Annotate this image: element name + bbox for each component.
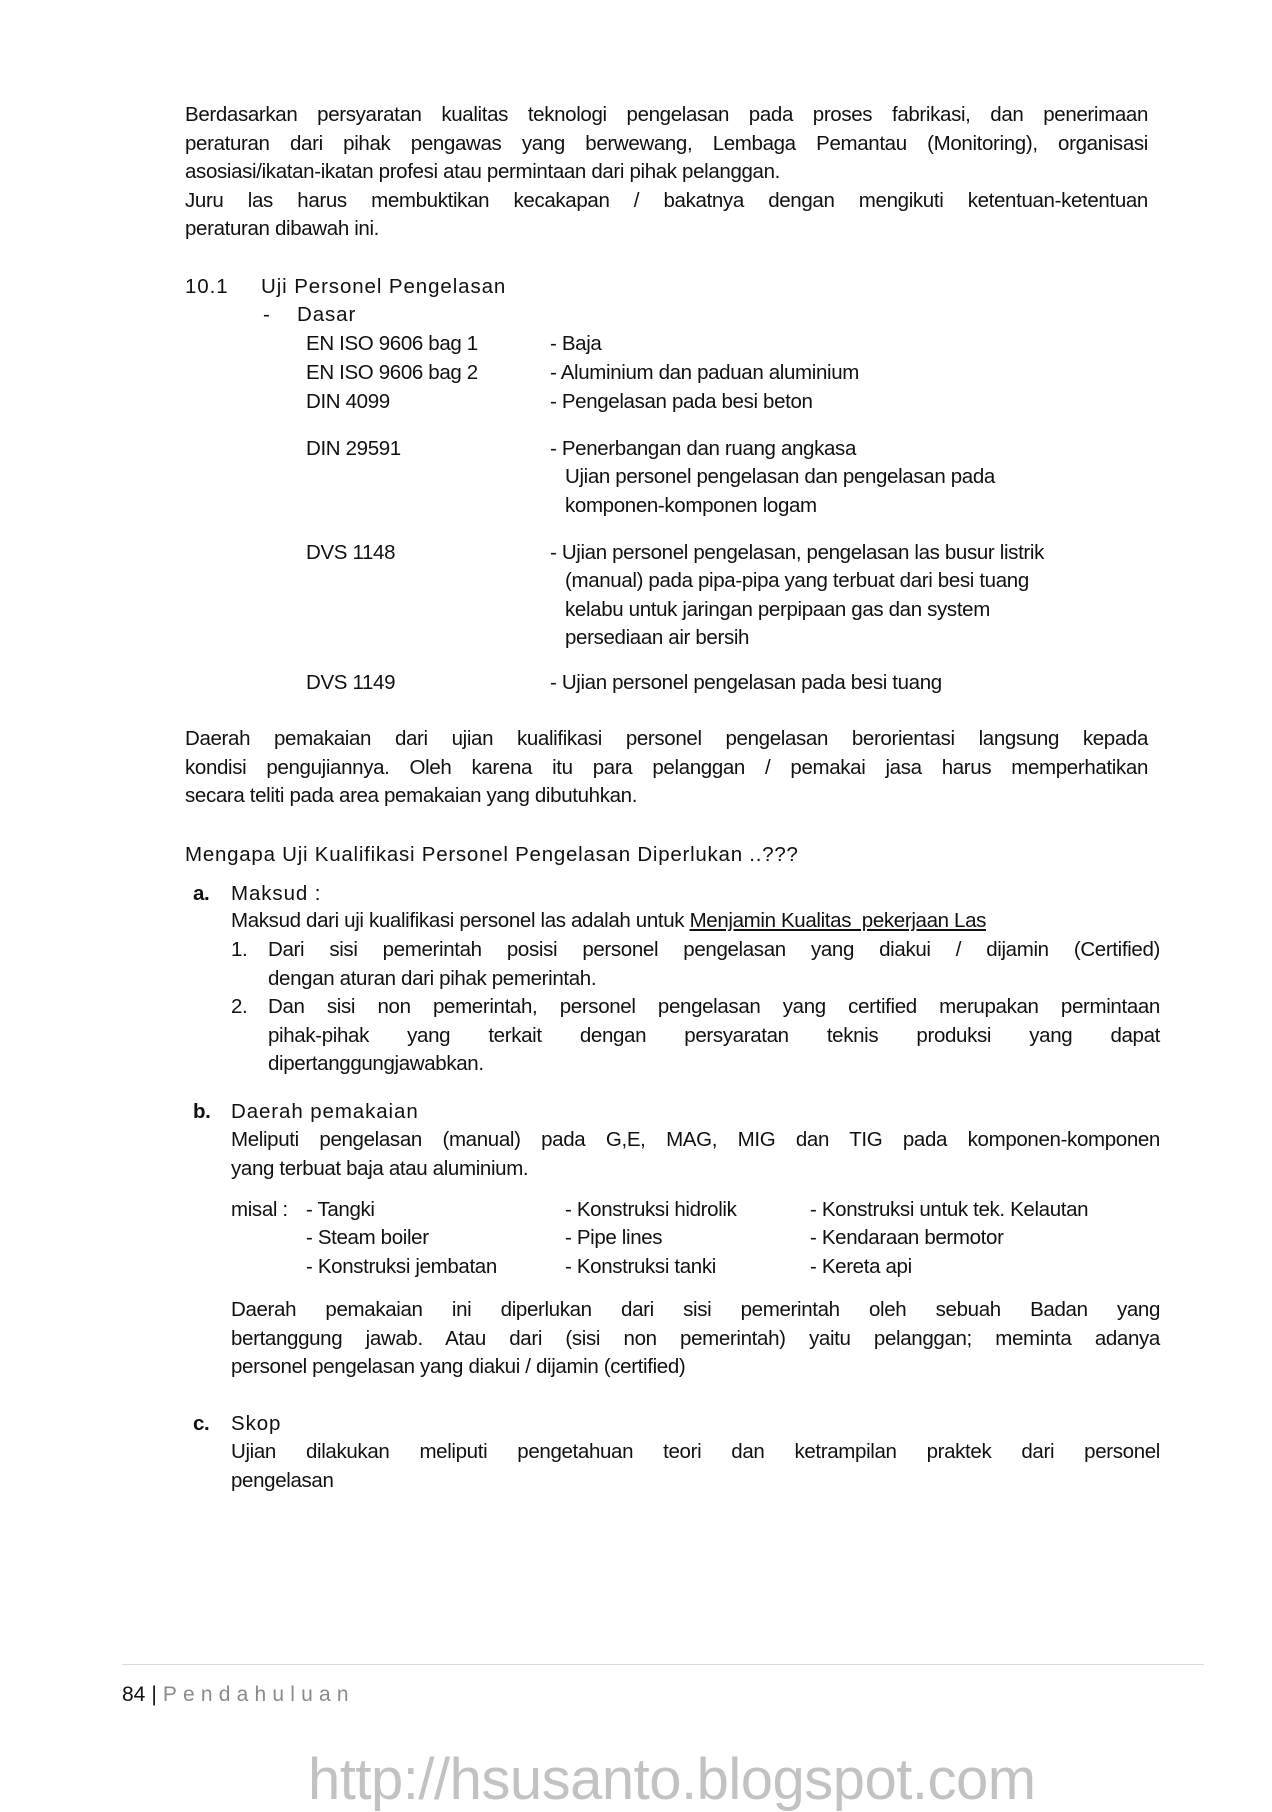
standard-desc: - Aluminium dan paduan aluminium (550, 361, 860, 384)
section-title: Uji Personel Pengelasan (261, 275, 507, 298)
standard-desc: kelabu untuk jaringan perpipaan gas dan system (565, 598, 990, 621)
item-b-marker: b. (193, 1100, 211, 1123)
footer-section-name: Pendahuluan (162, 1683, 355, 1706)
item-c-line: pengelasan (231, 1468, 334, 1492)
intro-line: Juru las harus membuktikan kecakapan / bakatnya dengan mengikuti ketentuan-ketentuan (185, 188, 1148, 212)
standard-code: DIN 29591 (306, 437, 401, 460)
area-line: Daerah pemakaian dari ujian kualifikasi personel pengelasan berorientasi langsung kepada (185, 727, 1148, 750)
item-a-marker: a. (193, 882, 210, 905)
item-c-text (231, 1438, 1160, 1495)
watermark-url: http://hsusanto.blogspot.com (308, 1747, 1036, 1812)
section-number: 10.1 (185, 275, 229, 298)
item-a-title: Maksud : (231, 882, 322, 905)
note-line: bertanggung jawab. Atau dari (sisi non pemerintah) yaitu pelanggan; meminta adanya (231, 1326, 1160, 1350)
point-number: 1. (231, 938, 248, 961)
point-line: dipertanggungjawabkan. (268, 1052, 484, 1075)
standard-code: DIN 4099 (306, 390, 390, 413)
point-line: pihak-pihak yang terkait dengan persyaratan teknis produksi yang dapat (268, 1023, 1160, 1047)
standard-desc: (manual) pada pipa-pipa yang terbuat dari besi tuang (565, 569, 1029, 592)
page-number: 84 (122, 1683, 146, 1706)
standard-code: DVS 1148 (306, 541, 396, 564)
standard-desc: - Penerbangan dan ruang angkasa (550, 437, 857, 460)
standard-desc: - Ujian personel pengelasan pada besi tuang (550, 671, 942, 694)
area-line: secara teliti pada area pemakaian yang dibutuhkan. (185, 784, 638, 807)
standard-desc: komponen-komponen logam (565, 494, 817, 517)
item-a-intro (231, 907, 986, 936)
item-c-title: Skop (231, 1412, 282, 1435)
sub-title: Dasar (297, 303, 357, 326)
point-line: dengan aturan dari pihak pemerintah. (268, 966, 597, 990)
example-item: - Kendaraan bermotor (810, 1226, 1004, 1249)
point-line: Dari sisi pemerintah posisi personel pengelasan yang diakui / dijamin (Certified) (268, 938, 1160, 961)
item-b-text (231, 1126, 1160, 1183)
standard-desc: - Baja (550, 332, 602, 355)
example-item: - Pipe lines (565, 1226, 663, 1249)
intro-line: peraturan dibawah ini. (185, 217, 380, 240)
point-line: Dan sisi non pemerintah, personel pengelasan yang certified merupakan permintaan (268, 995, 1160, 1018)
example-item: - Konstruksi tanki (565, 1255, 716, 1278)
item-b-line: yang terbuat baja atau aluminium. (231, 1156, 529, 1180)
example-item: - Konstruksi untuk tek. Kelautan (810, 1198, 1089, 1221)
point-text (268, 993, 1160, 1079)
why-heading: Mengapa Uji Kualifikasi Personel Pengelasan Diperlukan ..??? (185, 843, 799, 866)
intro-line: Berdasarkan persyaratan kualitas teknologi pengelasan pada proses fabrikasi, dan penerimaan (185, 103, 1148, 126)
page-footer (122, 1682, 355, 1708)
standard-code: EN ISO 9606 bag 1 (306, 332, 478, 355)
point-text (268, 936, 1160, 993)
item-b-note (231, 1296, 1160, 1382)
standard-code: DVS 1149 (306, 671, 396, 694)
note-line: personel pengelasan yang diakui / dijamin (certified) (231, 1355, 686, 1378)
item-c-line: Ujian dilakukan meliputi pengetahuan teori dan ketrampilan praktek dari personel (231, 1440, 1160, 1463)
area-paragraph (185, 725, 1148, 811)
example-item: - Konstruksi jembatan (306, 1255, 497, 1278)
item-b-line: Meliputi pengelasan (manual) pada G,E, MAG, MIG dan TIG pada komponen-komponen (231, 1128, 1160, 1151)
standard-desc: persediaan air bersih (565, 626, 750, 649)
examples-label: misal : (231, 1198, 288, 1221)
item-a-intro-text: Maksud dari uji kualifikasi personel las adalah untuk (231, 909, 690, 932)
footer-divider (122, 1664, 1204, 1665)
intro-line: asosiasi/ikatan-ikatan profesi atau permintaan dari pihak pelanggan. (185, 160, 781, 183)
item-a-intro-underlined: Menjamin Kualitas pekerjaan Las (689, 909, 987, 932)
intro-line: peraturan dari pihak pengawas yang berwewang, Lembaga Pemantau (Monitoring), organisasi (185, 131, 1148, 155)
example-item: - Kereta api (810, 1255, 912, 1278)
item-c-marker: c. (193, 1412, 210, 1435)
standard-desc: - Ujian personel pengelasan, pengelasan las busur listrik (550, 541, 1044, 564)
standard-code: EN ISO 9606 bag 2 (306, 361, 478, 384)
standard-desc: - Pengelasan pada besi beton (550, 390, 813, 413)
sub-bullet: - (263, 303, 270, 326)
standard-desc: Ujian personel pengelasan dan pengelasan pada (565, 465, 995, 488)
example-item: - Steam boiler (306, 1226, 429, 1249)
item-b-title: Daerah pemakaian (231, 1100, 419, 1123)
area-line: kondisi pengujiannya. Oleh karena itu para pelanggan / pemakai jasa harus memperhatikan (185, 755, 1148, 779)
intro-paragraph (185, 101, 1148, 244)
footer-separator: | (151, 1683, 157, 1706)
point-number: 2. (231, 995, 248, 1018)
example-item: - Konstruksi hidrolik (565, 1198, 737, 1221)
example-item: - Tangki (306, 1198, 375, 1221)
note-line: Daerah pemakaian ini diperlukan dari sisi pemerintah oleh sebuah Badan yang (231, 1298, 1160, 1321)
